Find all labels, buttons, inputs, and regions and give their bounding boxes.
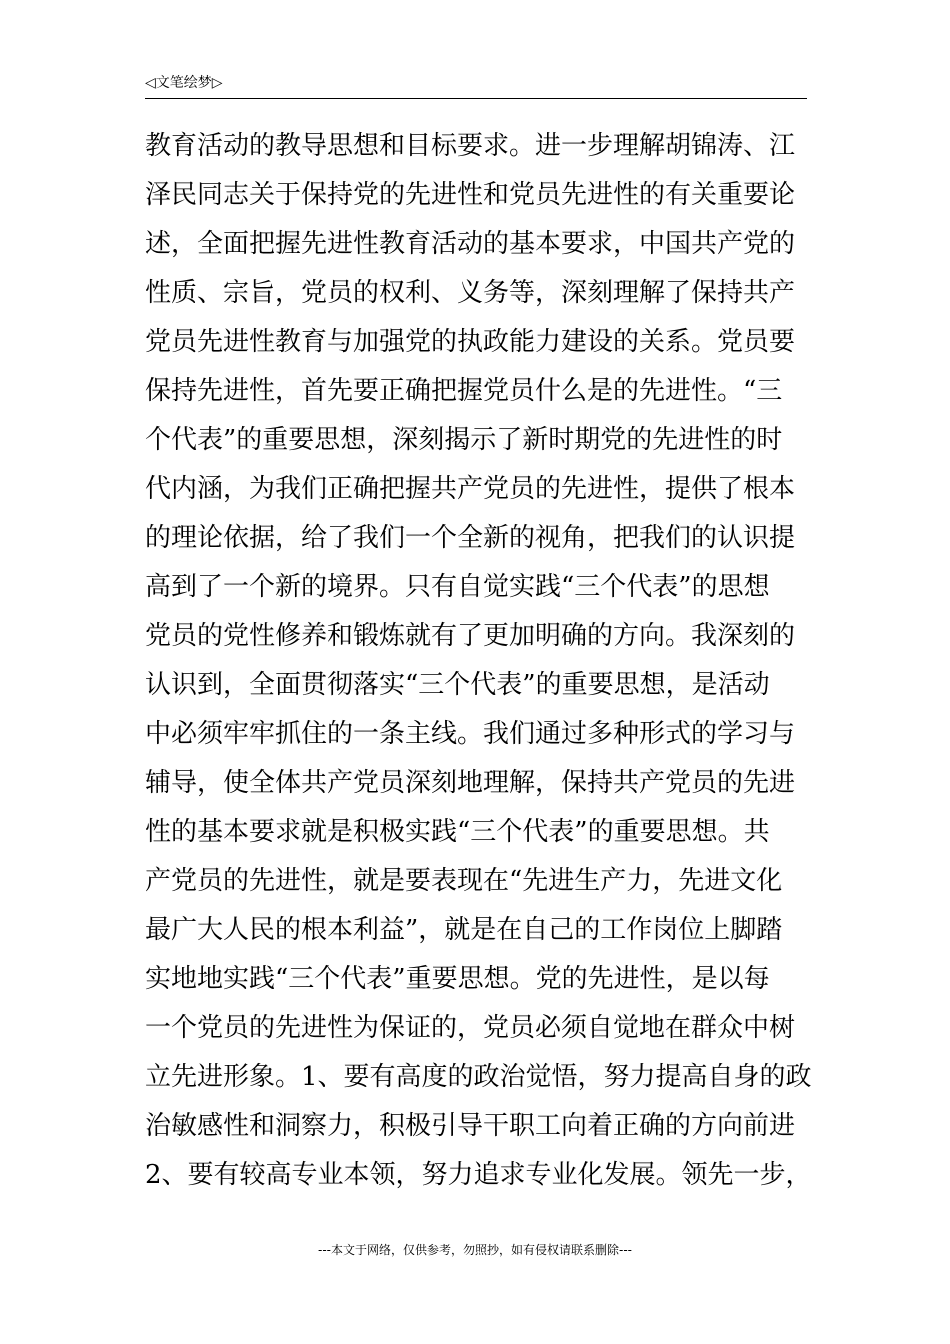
text-line: 产党员的先进性，就是要表现在“先进生产力，先进文化 — [145, 866, 783, 896]
text-line: 个代表”的重要思想，深刻揭示了新时期党的先进性的时 — [145, 425, 783, 455]
text-line: 中必须牢牢抓住的一条主线。我们通过多种形式的学习与 — [145, 719, 796, 749]
text-line: 实地地实践“三个代表”重要思想。党的先进性，是以每 — [145, 964, 770, 994]
text-line: 保持先进性，首先要正确把握党员什么是的先进性。“三 — [145, 376, 783, 406]
document-body — [145, 122, 815, 1200]
text-line: 泽民同志关于保持党的先进性和党员先进性的有关重要论 — [145, 180, 796, 210]
text-line: 辅导，使全体共产党员深刻地理解，保持共产党员的先进 — [145, 768, 796, 798]
page-header — [145, 72, 807, 99]
text-line: 立先进形象。1、要有高度的政治觉悟，努力提高自身的政 — [145, 1062, 812, 1092]
text-line: 代内涵，为我们正确把握共产党员的先进性，提供了根本 — [145, 474, 796, 504]
text-line: 性的基本要求就是积极实践“三个代表”的重要思想。共 — [145, 817, 770, 847]
text-line: 治敏感性和洞察力，积极引导干职工向着正确的方向前进 — [145, 1111, 796, 1141]
text-line: 性质、宗旨，党员的权利、义务等，深刻理解了保持共产 — [145, 278, 796, 308]
header-title: ◁文笔绘梦▷ — [145, 75, 223, 91]
text-line: 党员先进性教育与加强党的执政能力建设的关系。党员要 — [145, 327, 796, 357]
footer-disclaimer: ---本文于网络，仅供参考，勿照抄，如有侵权请联系删除--- — [318, 1243, 632, 1257]
text-line: 高到了一个新的境界。只有自觉实践“三个代表”的思想 — [145, 572, 770, 602]
text-line: 述，全面把握先进性教育活动的基本要求，中国共产党的 — [145, 229, 796, 259]
text-line: 最广大人民的根本利益”，就是在自己的工作岗位上脚踏 — [145, 915, 783, 945]
text-line: 教育活动的教导思想和目标要求。进一步理解胡锦涛、江 — [145, 131, 796, 161]
text-line: 认识到，全面贯彻落实“三个代表”的重要思想，是活动 — [145, 670, 770, 700]
text-line: 一个党员的先进性为保证的，党员必须自觉地在群众中树 — [145, 1013, 796, 1043]
text-line: 党员的党性修养和锻炼就有了更加明确的方向。我深刻的 — [145, 621, 796, 651]
text-line: 的理论依据，给了我们一个全新的视角，把我们的认识提 — [145, 523, 796, 553]
text-line: 2、要有较高专业本领，努力追求专业化发展。领先一步， — [145, 1160, 812, 1190]
